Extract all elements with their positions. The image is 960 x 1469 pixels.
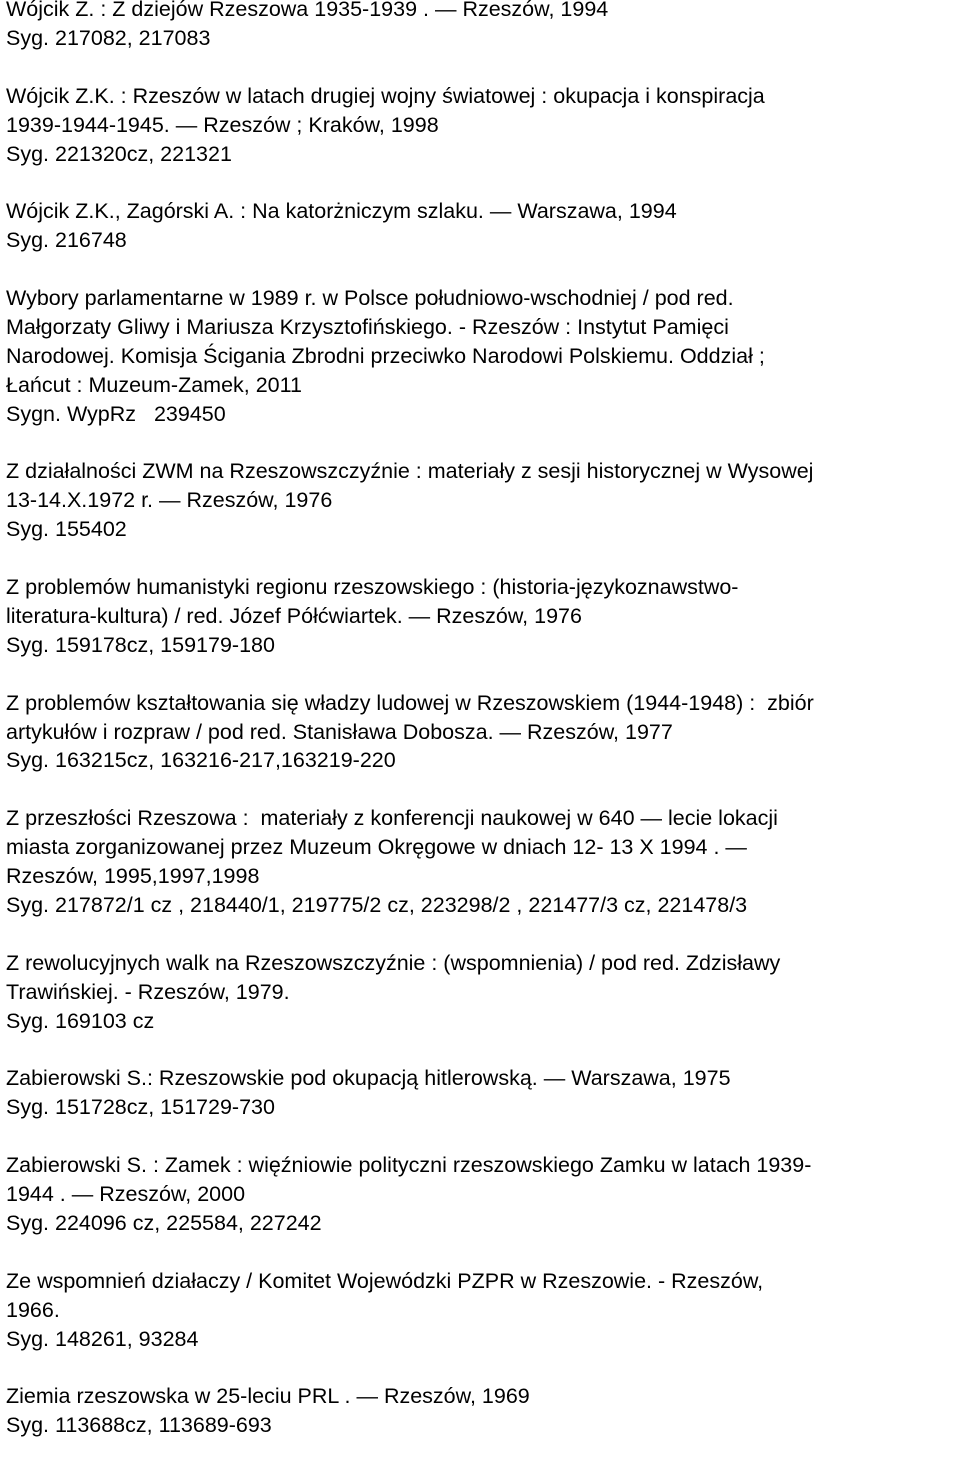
entry-text-line: Z problemów kształtowania się władzy ludowej w Rzeszowskiem (1944-1948) : zbiór <box>6 690 814 715</box>
entry-text-line: Zabierowski S.: Rzeszowskie pod okupacją hitlerowską. — Warszawa, 1975 <box>6 1066 731 1091</box>
bibliography-entry <box>6 284 956 429</box>
entry-shelfmark-line: Syg. 151728cz, 151729-730 <box>6 1095 275 1120</box>
entry-shelfmark-line: Syg. 224096 cz, 225584, 227242 <box>6 1210 322 1235</box>
entry-text-line: Rzeszów, 1995,1997,1998 <box>6 864 260 889</box>
entry-shelfmark-line: Syg. 217872/1 cz , 218440/1, 219775/2 cz, 223298/2 , 221477/3 cz, 221478/3 <box>6 892 748 917</box>
entry-text-line: Narodowej. Komisja Ścigania Zbrodni przeciwko Narodowi Polskiemu. Oddział ; <box>6 343 765 368</box>
entry-shelfmark-line: Syg. 113688cz, 113689-693 <box>6 1413 272 1438</box>
entry-shelfmark-line: Syg. 163215cz, 163216-217,163219-220 <box>6 748 396 773</box>
entry-text-line: Z rewolucyjnych walk na Rzeszowszczyźnie : (wspomnienia) / pod red. Zdzisławy <box>6 950 781 975</box>
bibliography-list <box>6 0 956 1469</box>
entry-text-line: artykułów i rozpraw / pod red. Stanisława Dobosza. — Rzeszów, 1977 <box>6 719 673 744</box>
entry-shelfmark-line: Syg. 148261, 93284 <box>6 1326 199 1351</box>
bibliography-entry <box>6 1267 956 1354</box>
entry-text-line: Z przeszłości Rzeszowa : materiały z konferencji naukowej w 640 — lecie lokacji <box>6 806 778 831</box>
bibliography-entry <box>6 1382 956 1440</box>
bibliography-entry <box>6 689 956 776</box>
entry-text-line: Wójcik Z.K., Zagórski A. : Na katorżniczym szlaku. — Warszawa, 1994 <box>6 199 677 224</box>
entry-text-line: 1944 . — Rzeszów, 2000 <box>6 1182 246 1206</box>
entry-text-line: 13-14.X.1972 r. — Rzeszów, 1976 <box>6 488 333 513</box>
entry-text-line: Wójcik Z.K. : Rzeszów w latach drugiej wojny światowej : okupacja i konspiracja <box>6 83 765 108</box>
entry-shelfmark-line: Syg. 169103 cz <box>6 1008 155 1033</box>
entry-text-line: miasta zorganizowanej przez Muzeum Okręgowe w dniach 12- 13 X 1994 . — <box>6 835 747 860</box>
bibliography-entry <box>6 804 956 920</box>
entry-text-line: 1966. <box>6 1297 60 1322</box>
entry-text-line: Z problemów humanistyki regionu rzeszowskiego : (historia-językoznawstwo- <box>6 575 739 600</box>
bibliography-entry <box>6 573 956 660</box>
entry-text-line: Wybory parlamentarne w 1989 r. w Polsce południowo-wschodniej / pod red. <box>6 286 734 311</box>
bibliography-entry <box>6 457 956 544</box>
entry-shelfmark-line: Syg. 155402 <box>6 517 127 542</box>
entry-text-line: Ziemia rzeszowska w 25-leciu PRL . — Rzeszów, 1969 <box>6 1384 530 1409</box>
bibliography-entry <box>6 1151 956 1238</box>
entry-shelfmark-line: Sygn. WypRz 239450 <box>6 401 226 426</box>
entry-shelfmark-line: Syg. 159178cz, 159179-180 <box>6 632 275 657</box>
entry-shelfmark-line: Syg. 217082, 217083 <box>6 25 211 50</box>
bibliography-entry <box>6 82 956 169</box>
entry-text-line: Z działalności ZWM na Rzeszowszczyźnie : materiały z sesji historycznej w Wysowej <box>6 459 814 484</box>
entry-shelfmark-line: Syg. 221320cz, 221321 <box>6 141 232 166</box>
bibliography-entry <box>6 197 956 255</box>
bibliography-entry <box>6 1064 956 1122</box>
entry-text-line: Łańcut : Muzeum-Zamek, 2011 <box>6 372 302 397</box>
bibliography-entry <box>6 949 956 1036</box>
entry-text-line: Ze wspomnień działaczy / Komitet Wojewódzki PZPR w Rzeszowie. - Rzeszów, <box>6 1268 764 1293</box>
bibliography-entry <box>6 0 956 53</box>
entry-text-line: Zabierowski S. : Zamek : więźniowie polityczni rzeszowskiego Zamku w latach 1939- <box>6 1153 812 1178</box>
entry-text-line: Małgorzaty Gliwy i Mariusza Krzysztofińskiego. - Rzeszów : Instytut Pamięci <box>6 314 729 339</box>
entry-shelfmark-line: Syg. 216748 <box>6 228 127 253</box>
entry-text-line: 1939-1944-1945. — Rzeszów ; Kraków, 1998 <box>6 112 439 137</box>
entry-text-line: literatura-kultura) / red. Józef Półćwiartek. — Rzeszów, 1976 <box>6 603 582 628</box>
entry-text-line: Wójcik Z. : Z dziejów Rzeszowa 1935-1939 . — Rzeszów, 1994 <box>6 0 609 21</box>
entry-text-line: Trawińskiej. - Rzeszów, 1979. <box>6 979 290 1004</box>
